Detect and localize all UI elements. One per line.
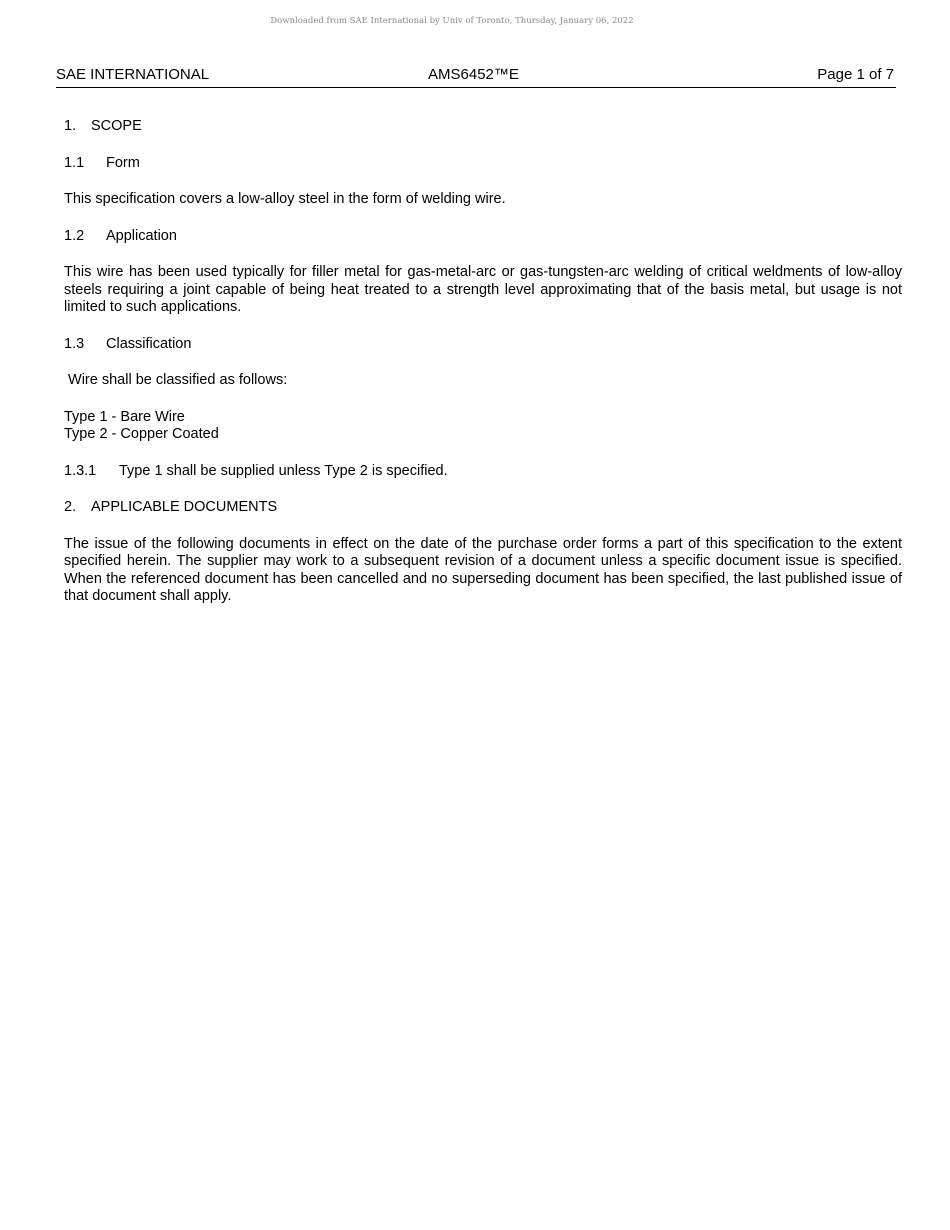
section-applicable-documents-heading [64,499,902,517]
download-watermark: Downloaded from SAE International by Univ of Toronto, Thursday, January 06, 2022 [270,16,634,26]
classification-type-list [64,409,902,444]
section-application-body: This wire has been used typically for filler metal for gas-metal-arc or gas-tungsten-arc welding of critical weldments of low-alloy steels requiring a joint capable of being heat treated to a strength level approximating that of the basis metal, but usage is not limited to such applications. [64,264,902,315]
section-number: 1. [64,118,77,134]
page-header [56,66,896,88]
section-number: 1.3.1 [64,462,97,479]
section-application-heading [64,228,902,246]
section-number: 1.3 [64,335,85,352]
section-title: Classification [106,335,192,352]
section-classification-heading [64,336,902,354]
document-body [64,118,902,625]
list-item: Type 1 - Bare Wire [64,408,185,425]
header-publisher: SAE INTERNATIONAL [56,66,210,83]
section-title: Form [106,154,140,171]
section-form-heading [64,155,902,173]
section-number: 2. [64,499,77,515]
classification-intro: Wire shall be classified as follows: [64,372,288,388]
section-number: 1.1 [64,154,85,171]
section-title: Application [106,227,177,244]
header-document-number: AMS6452™E [428,66,519,83]
section-classification-note [64,463,902,481]
header-page-number: Page 1 of 7 [817,66,894,83]
section-note-text: Type 1 shall be supplied unless Type 2 is specified. [119,462,448,479]
list-item: Type 2 - Copper Coated [64,426,219,442]
section-form-body: This specification covers a low-alloy steel in the form of welding wire. [64,191,506,207]
section-title: SCOPE [91,118,142,134]
section-scope-heading [64,118,902,136]
section-applicable-documents-body: The issue of the following documents in effect on the date of the purchase order forms a part of this specification to the extent specified herein. The supplier may work to a subsequent revision of a document unless a specific document issue is specified. When the referenced document has been cancelled and no superseding document has been specified, the last published issue of that document shall apply. [64,535,902,604]
section-number: 1.2 [64,227,85,244]
section-title: APPLICABLE DOCUMENTS [91,499,278,515]
